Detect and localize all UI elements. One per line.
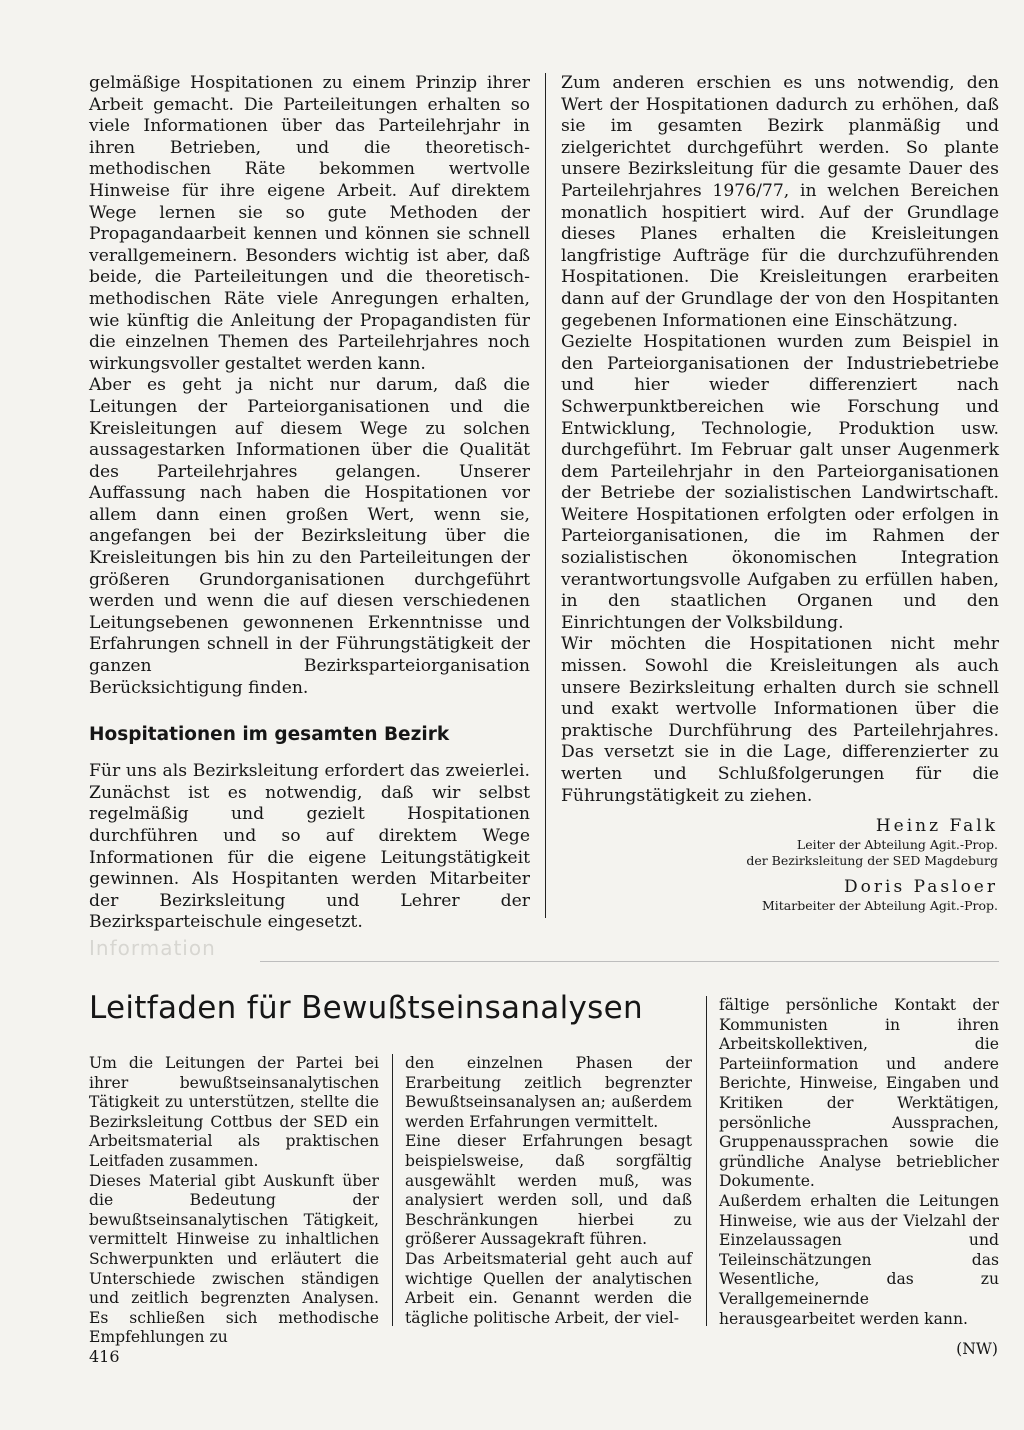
- article-column-2: [405, 1054, 692, 1328]
- paragraph: Außerdem erhalten die Leitungen Hinweise, wie aus der Vielzahl der Einzelaussagen und Teileinschätzungen das Wesentliche, das zu Verallgemeinernde herausgearbeitet werden kann.: [719, 1191, 999, 1328]
- paragraph: Eine dieser Erfahrungen besagt beispielsweise, daß sorgfältig ausgewählt werden muß, was analysiert werden soll, und daß Beschränkungen hierbei zu größerer Aussagekraft führen.: [405, 1132, 692, 1249]
- article-left-column: [89, 73, 530, 934]
- paragraph: Dieses Material gibt Auskunft über die Bedeutung der bewußtseinsanalytischen Tätigkeit, vermittelt Hinweise zu inhaltlichen Schwerpunkten und erläutert die Unterschiede zwischen ständigen und zeitlich begrenzten Analysen. Es schließen sich methodische Empfehlungen zu: [89, 1171, 379, 1347]
- signature-block: [746, 815, 998, 869]
- article-title: Leitfaden für Bewußtseinsanalysen: [89, 990, 643, 1026]
- author-role: Leiter der Abteilung Agit.-Prop.: [796, 837, 998, 852]
- paragraph: Gezielte Hospitationen wurden zum Beispiel in den Parteiorganisationen der Industriebetriebe und hier wieder differenziert nach Schwerpunktbereichen wie Forschung und Entwicklung, Technologie, Produktion usw. durchgeführt. Im Februar galt unser Augenmerk dem Parteilehrjahr in den Parteiorganisationen der Betriebe der sozialistischen Landwirtschaft. Weitere Hospitationen erfolgten oder erfolgen in Parteiorganisationen, die im Rahmen der sozialistischen ökonomischen Integration verantwortungsvolle Aufgaben zu erfüllen haben, in den staatlichen Organen und den Einrichtungen der Volksbildung.: [561, 332, 999, 633]
- paragraph: Das Arbeitsmaterial geht auch auf wichtige Quellen der analytischen Arbeit ein. Genannt werden die tägliche politische Arbeit, der viel-: [405, 1249, 692, 1327]
- paragraph: gelmäßige Hospitationen zu einem Prinzip ihrer Arbeit gemacht. Die Parteileitungen erhalten so viele Informationen über das Parteilehrjahr in ihren Betrieben, und die theoretisch-methodischen Räte bekommen wertvolle Hinweise für ihre eigene Arbeit. Auf direktem Wege lernen sie so gute Methoden der Propagandaarbeit kennen und können sie schnell verallgemeinern. Besonders wichtig ist aber, daß beide, die Parteileitungen und die theoretisch-methodischen Räte viele Anregungen erhalten, wie künftig die Anleitung der Propagandisten für die einzelnen Themen des Parteilehrjahres noch wirkungsvoller gestaltet werden kann.: [89, 73, 530, 374]
- section-divider: [260, 961, 999, 962]
- paragraph: Aber es geht ja nicht nur darum, daß die Leitungen der Parteiorganisationen und die Kreisleitungen auf diesem Wege zu solchen aussagestarken Informationen über die Qualität des Parteilehrjahres gelangen. Unserer Auffassung nach haben die Hospitationen vor allem dann einen großen Wert, wenn sie, angefangen bei der Bezirksleitung über die Kreisleitungen bis hin zu den Parteileitungen der größeren Grundorganisationen durchgeführt werden und wenn die auf diesen verschiedenen Leitungsebenen gewonnenen Erkenntnisse und Erfahrungen schnell in der Führungstätigkeit der ganzen Bezirksparteiorganisation Berücksichtigung finden.: [89, 375, 530, 698]
- signature-block: [762, 876, 998, 914]
- faded-section-label: Information: [89, 936, 216, 960]
- article-column-1: [89, 1054, 379, 1348]
- source-credit: (NW): [956, 1340, 998, 1358]
- paragraph: Um die Leitungen der Partei bei ihrer bewußtseinsanalytischen Tätigkeit zu unterstützen, stellte die Bezirksleitung Cottbus der SED ein Arbeitsmaterial als praktischen Leitfaden zusammen.: [89, 1054, 379, 1170]
- article-right-column: [561, 73, 999, 807]
- author-role: der Bezirksleitung der SED Magdeburg: [746, 853, 998, 868]
- author-name: Doris Pasloer: [844, 877, 998, 897]
- section-subheading: Hospitationen im gesamten Bezirk: [89, 724, 450, 746]
- column-divider: [706, 996, 707, 1326]
- author-role: Mitarbeiter der Abteilung Agit.-Prop.: [761, 898, 998, 913]
- page-number: 416: [89, 1347, 120, 1366]
- column-divider: [545, 73, 546, 918]
- column-divider: [392, 1054, 393, 1326]
- paragraph: Für uns als Bezirksleitung erfordert das zweierlei. Zunächst ist es notwendig, daß wir selbst regelmäßig und gezielt Hospitationen durchführen und so auf direktem Wege Informationen für die eigene Leitungstätigkeit gewinnen. Als Hospitanten werden Mitarbeiter der Bezirksleitung und Lehrer der Bezirksparteischule eingesetzt.: [89, 761, 530, 933]
- paragraph: fältige persönliche Kontakt der Kommunisten in ihren Arbeitskollektiven, die Parteiinformation und andere Berichte, Hinweise, Eingaben und Kritiken der Werktätigen, persönliche Aussprachen, Gruppenaussprachen sowie die gründliche Analyse betrieblicher Dokumente.: [719, 996, 999, 1191]
- paragraph: Zum anderen erschien es uns notwendig, den Wert der Hospitationen dadurch zu erhöhen, daß sie im gesamten Bezirk planmäßig und zielgerichtet durchgeführt werden. So plante unsere Bezirksleitung für die gesamte Dauer des Parteilehrjahres 1976/77, in welchen Bereichen monatlich hospitiert wird. Auf der Grundlage dieses Planes erhalten die Kreisleitungen langfristige Aufträge für die durchzuführenden Hospitationen. Die Kreisleitungen erarbeiten dann auf der Grundlage der von den Hospitanten gegebenen Informationen eine Einschätzung.: [561, 73, 999, 331]
- paragraph: Wir möchten die Hospitationen nicht mehr missen. Sowohl die Kreisleitungen als auch unsere Bezirksleitung erhalten durch sie schnell und exakt wertvolle Informationen über die praktische Durchführung des Parteilehrjahres. Das versetzt sie in die Lage, differenzierter zu werten und Schlußfolgerungen für die Führungstätigkeit zu ziehen.: [561, 634, 999, 806]
- author-name: Heinz Falk: [875, 816, 998, 836]
- article-column-3: [719, 996, 999, 1329]
- paragraph: den einzelnen Phasen der Erarbeitung zeitlich begrenzter Bewußtseinsanalysen an; außerdem werden Erfahrungen vermittelt.: [405, 1054, 692, 1131]
